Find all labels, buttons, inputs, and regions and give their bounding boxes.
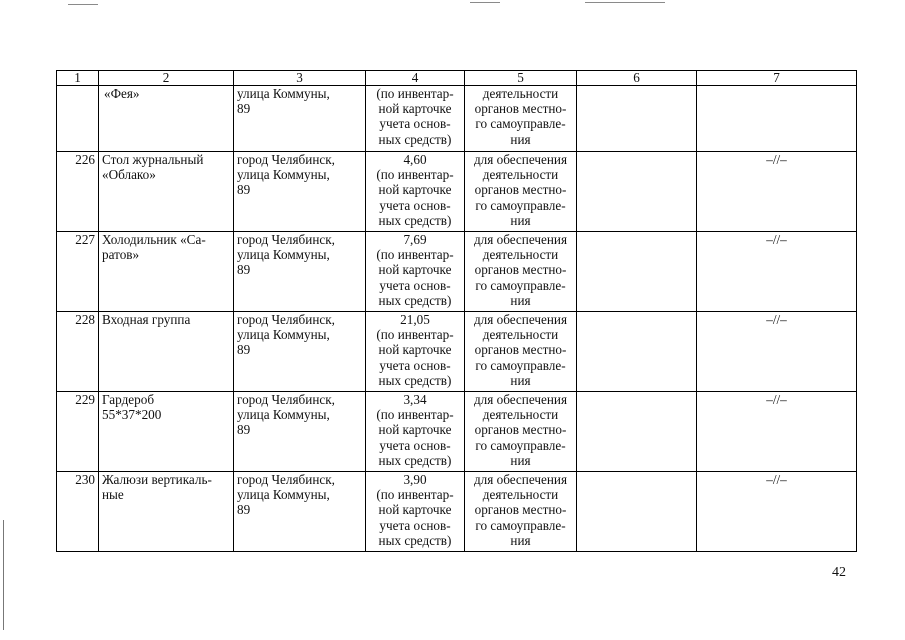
cell-number	[57, 232, 99, 312]
table-row	[57, 232, 857, 312]
purpose-line: органов местно-	[474, 422, 567, 438]
address-line: 89	[237, 182, 251, 198]
value-line: учета основ-	[379, 437, 451, 453]
value-line: (по инвентар-	[376, 407, 454, 423]
address-line: улица Коммуны,	[237, 86, 330, 101]
name-line: Жалюзи вертикаль-	[102, 472, 212, 487]
purpose-line: органов местно-	[474, 262, 567, 278]
address-line: улица Коммуны,	[237, 327, 330, 343]
purpose-line: деятельности	[482, 327, 559, 343]
name-line: Гардероб	[102, 392, 155, 407]
cell-name	[99, 232, 234, 312]
cell-col6	[577, 392, 697, 472]
value-line: учета основ-	[379, 116, 451, 132]
value-line: 3,34	[403, 392, 427, 407]
table-row	[57, 312, 857, 392]
address-line: 89	[237, 502, 251, 518]
purpose-line: для обеспечения	[473, 312, 568, 327]
value-line: ных средств)	[378, 292, 452, 308]
row-number: 230	[75, 472, 95, 487]
table-row	[57, 392, 857, 472]
value-line: учета основ-	[379, 517, 451, 533]
value-line: ных средств)	[378, 131, 452, 147]
value-line: (по инвентар-	[376, 167, 454, 183]
header-col-6: 6	[577, 71, 697, 86]
cell-number	[57, 86, 99, 152]
purpose-line: для обеспечения	[473, 232, 568, 247]
cell-name	[99, 86, 234, 152]
purpose-line: го самоуправле-	[475, 197, 566, 213]
cell-col7	[697, 86, 857, 152]
header-col-7: 7	[697, 71, 857, 86]
name-line: 55*37*200	[102, 407, 162, 423]
row-number: 228	[75, 312, 95, 327]
address-line: улица Коммуны,	[237, 407, 330, 423]
cell-value	[366, 152, 465, 232]
address-line: город Челябинск,	[237, 392, 335, 407]
cell-col7	[697, 312, 857, 392]
header-row	[57, 71, 857, 86]
purpose-line: деятельности	[482, 167, 559, 183]
purpose-line: го самоуправле-	[475, 517, 566, 533]
cell-col6	[577, 312, 697, 392]
cell-value	[366, 232, 465, 312]
cell-address	[234, 472, 366, 552]
name-line: «Облако»	[102, 167, 156, 183]
table-row	[57, 472, 857, 552]
ditto-mark: –//–	[766, 152, 787, 167]
value-line: учета основ-	[379, 277, 451, 293]
header-col-4: 4	[366, 71, 465, 86]
cell-purpose	[465, 232, 577, 312]
cell-value	[366, 312, 465, 392]
cell-name	[99, 472, 234, 552]
address-line: 89	[237, 342, 251, 358]
value-line: 3,90	[403, 472, 427, 487]
cell-address	[234, 152, 366, 232]
cell-col6	[577, 152, 697, 232]
address-line: город Челябинск,	[237, 312, 335, 327]
table-row	[57, 152, 857, 232]
purpose-line: ния	[510, 452, 531, 468]
ditto-mark: –//–	[766, 312, 787, 327]
scan-artifact-line	[585, 2, 665, 3]
value-line: ной карточке	[378, 182, 452, 198]
value-line: ной карточке	[378, 101, 452, 117]
value-line: 21,05	[400, 312, 430, 327]
cell-address	[234, 312, 366, 392]
continuation-row	[57, 86, 857, 152]
purpose-line: для обеспечения	[473, 392, 568, 407]
value-line: ных средств)	[378, 452, 452, 468]
purpose-line: органов местно-	[474, 502, 567, 518]
page-number: 42	[832, 565, 846, 580]
cell-col7	[697, 232, 857, 312]
cell-col7	[697, 392, 857, 472]
purpose-line: ния	[510, 532, 531, 548]
value-line: ных средств)	[378, 372, 452, 388]
address-line: 89	[237, 101, 251, 117]
value-line: (по инвентар-	[376, 327, 454, 343]
ditto-mark: –//–	[766, 392, 787, 407]
cell-value	[366, 392, 465, 472]
value-line: ной карточке	[378, 422, 452, 438]
value-line: (по инвентар-	[376, 247, 454, 263]
ditto-mark: –//–	[766, 232, 787, 247]
value-line: учета основ-	[379, 197, 451, 213]
purpose-line: органов местно-	[474, 342, 567, 358]
purpose-line: деятельности	[482, 247, 559, 263]
purpose-line: для обеспечения	[473, 152, 568, 167]
cell-name	[99, 312, 234, 392]
name-line: ратов»	[102, 247, 140, 263]
value-line: (по инвентар-	[376, 86, 454, 101]
scan-artifact-line	[470, 2, 500, 3]
cell-col6	[577, 472, 697, 552]
cell-number	[57, 392, 99, 472]
cell-name	[99, 392, 234, 472]
purpose-line: органов местно-	[474, 182, 567, 198]
cell-purpose	[465, 312, 577, 392]
value-line: ной карточке	[378, 342, 452, 358]
cell-col6	[577, 232, 697, 312]
row-number: 227	[75, 232, 95, 247]
cell-number	[57, 312, 99, 392]
purpose-line: ния	[510, 131, 531, 147]
value-line: ных средств)	[378, 212, 452, 228]
name-line: Холодильник «Са-	[102, 232, 206, 247]
value-line: 4,60	[403, 152, 427, 167]
address-line: город Челябинск,	[237, 232, 335, 247]
purpose-line: го самоуправле-	[475, 277, 566, 293]
value-line: ной карточке	[378, 262, 452, 278]
purpose-line: го самоуправле-	[475, 357, 566, 373]
cell-address	[234, 392, 366, 472]
name-line: «Фея»	[104, 86, 140, 101]
purpose-line: го самоуправле-	[475, 116, 566, 132]
purpose-line: ния	[510, 212, 531, 228]
header-col-1: 1	[57, 71, 99, 86]
purpose-line: органов местно-	[474, 101, 567, 117]
address-line: город Челябинск,	[237, 472, 335, 487]
address-line: улица Коммуны,	[237, 487, 330, 503]
purpose-line: деятельности	[482, 487, 559, 503]
row-number: 229	[75, 392, 95, 407]
purpose-line: ния	[510, 372, 531, 388]
value-line: ной карточке	[378, 502, 452, 518]
header-col-5: 5	[465, 71, 577, 86]
name-line: Входная группа	[102, 312, 191, 327]
name-line: ные	[102, 487, 124, 503]
purpose-line: для обеспечения	[473, 472, 568, 487]
cell-purpose	[465, 86, 577, 152]
row-number: 226	[75, 152, 95, 167]
address-line: 89	[237, 262, 251, 278]
cell-address	[234, 86, 366, 152]
address-line: город Челябинск,	[237, 152, 335, 167]
value-line: ных средств)	[378, 532, 452, 548]
cell-value	[366, 472, 465, 552]
cell-purpose	[465, 152, 577, 232]
cell-name	[99, 152, 234, 232]
purpose-line: деятельности	[482, 407, 559, 423]
ditto-mark: –//–	[766, 472, 787, 487]
cell-number	[57, 472, 99, 552]
address-line: улица Коммуны,	[237, 167, 330, 183]
value-line: учета основ-	[379, 357, 451, 373]
header-col-3: 3	[234, 71, 366, 86]
cell-purpose	[465, 392, 577, 472]
cell-address	[234, 232, 366, 312]
value-line: 7,69	[403, 232, 427, 247]
scan-artifact-line	[68, 4, 98, 5]
address-line: улица Коммуны,	[237, 247, 330, 263]
header-col-2: 2	[99, 71, 234, 86]
cell-value	[366, 86, 465, 152]
address-line: 89	[237, 422, 251, 438]
cell-col7	[697, 152, 857, 232]
name-line: Стол журнальный	[102, 152, 204, 167]
cell-purpose	[465, 472, 577, 552]
purpose-line: го самоуправле-	[475, 437, 566, 453]
scan-edge-line	[3, 520, 4, 630]
cell-col6	[577, 86, 697, 152]
value-line: (по инвентар-	[376, 487, 454, 503]
cell-col7	[697, 472, 857, 552]
purpose-line: деятельности	[482, 86, 559, 101]
cell-number	[57, 152, 99, 232]
purpose-line: ния	[510, 292, 531, 308]
inventory-table	[56, 70, 857, 552]
